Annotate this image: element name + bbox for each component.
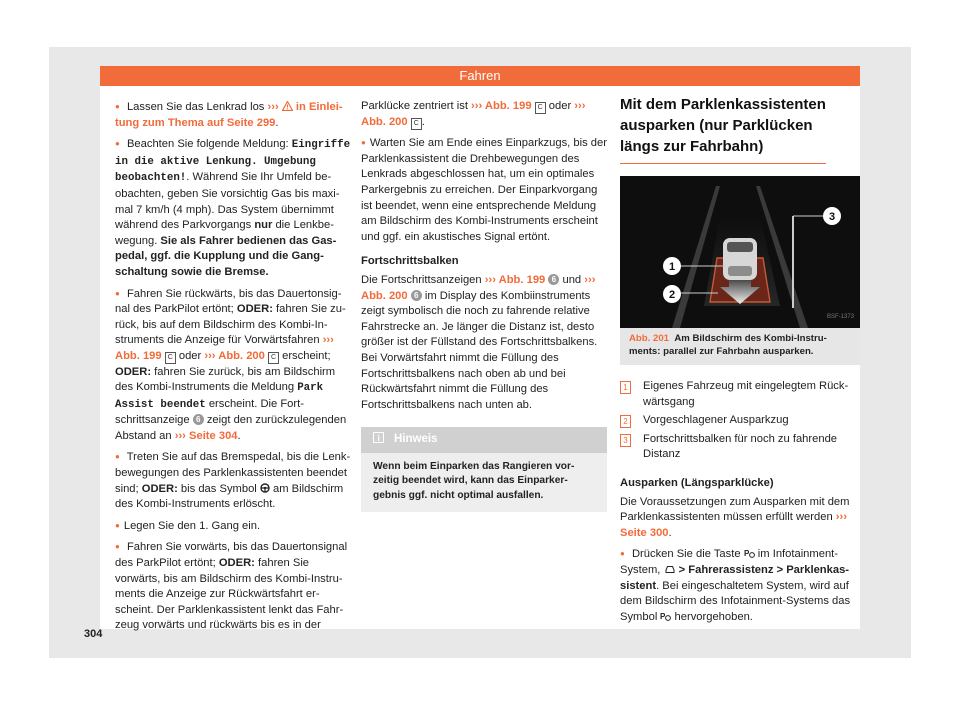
link-abb-199[interactable]: Abb. 199	[115, 349, 162, 362]
step-release-steering: ● Lassen Sie das Lenkrad los ››› in Einleitung zum Thema auf Seite 299.	[115, 99, 351, 131]
parking-illustration	[620, 176, 860, 328]
step-forward: ● Fahren Sie vorwärts, bis das Dauertonsignal des ParkPilot ertönt; ODER: fahren Sie vorwärts, bis am Bildschirm des Kombi-Instruments die Anzeige zur Rückwärtsfahrt erscheint. Der Parklenkassistent lenkt das Fahrzeug vorwärts und rückwärts bis es in der	[115, 539, 351, 634]
figure-parking-display	[620, 176, 860, 328]
park-assist-icon	[744, 548, 755, 558]
note-title: Hinweis	[394, 433, 438, 446]
legend-text: Eigenes Fahrzeug mit eingelegtem Rückwärtsgang	[643, 380, 849, 408]
figure-legend	[620, 379, 860, 463]
section-title: Mit dem Parklenkassistenten ausparken (nur Parklücken längs zur Fahrbahn)	[620, 94, 826, 164]
legend-number: 3	[620, 434, 631, 447]
heading-fortschrittsbalken: Fortschrittsbalken	[361, 255, 459, 268]
figure-letter-badge: C	[535, 102, 546, 114]
paragraph-centered: Parklücke zentriert ist ››› Abb. 199 C oder ››› Abb. 200 C .	[361, 100, 586, 128]
steering-wheel-icon	[260, 483, 270, 493]
callout-number: 6	[193, 414, 204, 425]
paragraph-requirements: Die Voraussetzungen zum Ausparken mit dem Parklenkassistenten müssen erfüllt werden ››› Seite 300.	[620, 495, 850, 539]
svg-text:P: P	[743, 549, 750, 559]
column-1	[115, 99, 351, 639]
figure-letter-badge: C	[268, 352, 279, 364]
figure-code: BSF-1373	[826, 314, 854, 321]
info-icon	[373, 432, 384, 443]
step-wait: ● Warten Sie am Ende eines Einparkzugs, bis der Parklenkassistent die Drehbewegungen des Lenkrads abgeschlossen hat, um ein optimales Parkergebnis zu erreichen. Der Einparkvorgang ist beendet, wenn eine entsprechende Meldung am Bildschirm des Kombi-Instruments erscheint und ggf. ein akustisches Signal ertönt.	[361, 135, 607, 245]
step-reverse: ● Fahren Sie rückwärts, bis das Dauertonsignal des ParkPilot ertönt; ODER: fahren Sie zurück, bis auf dem Bildschirm des Kombi-Instruments die Anzeige für Vorwärtsfahren ››› Abb. 199 C oder ››› Abb. 200 C erscheint; ODER: fahren Sie zurück, bis am Bildschirm des Kombi-Instruments die Meldung Park Assist beendet erscheint. Die Fortschrittsanzeige 6 zeigt den zurückzulegenden Abstand an ››› Seite 304.	[115, 286, 351, 445]
legend-text: Fortschrittsbalken für noch zu fahrende Distanz	[643, 432, 838, 461]
caption-label: Abb. 201	[629, 333, 669, 344]
figure-letter-badge: C	[165, 352, 176, 364]
link-page-304[interactable]: Seite 304	[185, 429, 238, 442]
paragraph-progress: Die Fortschrittsanzeigen ››› Abb. 199 6 und ››› Abb. 200 6 im Display des Kombiinstruments zeigt symbolisch die noch zu fahrende relative Fahrstrecke an. Je länger die Distanz ist, desto größer ist der Füllstand des Fortschrittsbalkens. Bei Vorwärtsfahrt nimmt die Füllung des Fortschrittsbalkens nach oben ab und bei Rückwärtsfahrt nimmt die Füllung des Fortschrittsbalkens nach unten ab.	[361, 273, 598, 411]
svg-text:P: P	[660, 611, 666, 621]
link-abb-200[interactable]: Abb. 200	[215, 349, 265, 362]
figure-callout-3-label: 3	[828, 211, 836, 223]
note-header	[361, 427, 607, 453]
note-box	[361, 427, 607, 512]
step-press-button: ● Drücken Sie die Taste P im Infotainment-System, > Fahrerassistenz > Parklenkassistent. Bei eingeschaltetem System, wird auf dem Bildschirm des Infotainment-Systems das Symbol P hervorgehoben.	[620, 546, 860, 625]
callout-number: 6	[411, 290, 422, 301]
link-abb-200[interactable]: Abb. 200	[361, 289, 408, 302]
figure-callout-1-label: 1	[668, 261, 676, 273]
warning-icon	[282, 101, 293, 111]
legend-number: 2	[620, 415, 631, 428]
step-brake: ● Treten Sie auf das Bremspedal, bis die Lenkbewegungen des Parklenkassistenten beendet sind; ODER: bis das Symbol am Bildschirm des Kombi-Instruments erlöscht.	[115, 449, 351, 512]
step-first-gear: ● Legen Sie den 1. Gang ein.	[115, 518, 351, 535]
step-observe-message: ● Beachten Sie folgende Meldung: Eingriffe in die aktive Lenkung. Umgebung beobachten!. Während Sie Ihr Umfeld beobachten, geben Sie vorsichtig Gas bis maximal 7 km/h (4 mph). Das System übernimmt während des Parkvorgangs nur die Lenkbewegung. Sie als Fahrer bedienen das Gaspedal, ggf. die Kupplung und die Gangschaltung sowie die Bremse.	[115, 136, 351, 280]
link-abb-199[interactable]: Abb. 199	[482, 100, 532, 112]
legend-item	[620, 379, 860, 410]
display-message: Park Assist beendet	[115, 382, 324, 411]
legend-number: 1	[620, 381, 631, 394]
subheading-ausparken: Ausparken (Längsparklücke)	[620, 476, 774, 489]
column-3	[620, 94, 860, 630]
page-header: Fahren	[100, 66, 860, 86]
legend-text: Vorgeschlagener Ausparkzug	[643, 414, 789, 427]
page-number: 304	[84, 628, 103, 640]
link-intro-page[interactable]: in Einleitung zum Thema auf Seite 299	[115, 101, 343, 129]
caption-text: Am Bildschirm des Kombi-Instruments: parallel zur Fahrbahn ausparken.	[629, 333, 827, 357]
figure-letter-badge: C	[411, 118, 422, 130]
callout-number: 6	[548, 274, 559, 285]
link-page-300[interactable]: Seite 300	[620, 526, 669, 539]
legend-item	[620, 432, 860, 463]
link-abb-200[interactable]: Abb. 200	[361, 115, 408, 128]
column-2	[361, 99, 607, 512]
figure-caption	[620, 328, 860, 365]
legend-item	[620, 413, 860, 429]
car-menu-icon	[664, 564, 676, 574]
park-assist-icon	[660, 611, 671, 621]
link-arrow[interactable]: ›››	[267, 101, 279, 113]
note-text: Wenn beim Einparken das Rangieren vorzeitig beendet wird, kann das Einparkergebnis ggf. nicht optimal ausfallen.	[373, 460, 575, 501]
link-abb-199[interactable]: Abb. 199	[495, 273, 546, 286]
display-message: Eingriffe in die aktive Lenkung. Umgebung beobachten!	[115, 139, 351, 185]
figure-callout-2-label: 2	[668, 289, 676, 301]
